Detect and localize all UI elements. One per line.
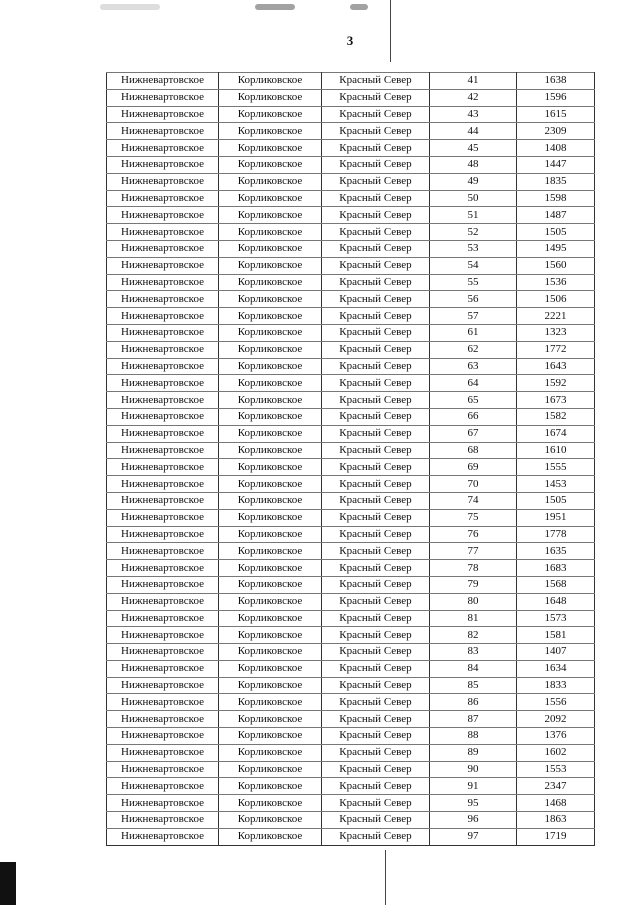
field-cell: Корликовское	[219, 123, 322, 140]
table-row	[107, 560, 595, 577]
table-row	[107, 207, 595, 224]
field-cell: Корликовское	[219, 610, 322, 627]
well-number-cell: 79	[430, 576, 517, 593]
value-cell: 1323	[517, 324, 595, 341]
scan-corner-mark	[0, 862, 16, 905]
value-cell: 1683	[517, 560, 595, 577]
deposit-cell: Нижневартовское	[107, 660, 219, 677]
well-number-cell: 85	[430, 677, 517, 694]
value-cell: 1495	[517, 240, 595, 257]
page-number: 3	[346, 33, 354, 48]
value-cell: 1635	[517, 543, 595, 560]
deposit-cell: Нижневартовское	[107, 778, 219, 795]
well-number-cell: 65	[430, 392, 517, 409]
area-cell: Красный Север	[322, 828, 430, 845]
well-number-cell: 43	[430, 106, 517, 123]
well-number-cell: 54	[430, 257, 517, 274]
well-number-cell: 74	[430, 492, 517, 509]
area-cell: Красный Север	[322, 224, 430, 241]
field-cell: Корликовское	[219, 375, 322, 392]
table-row	[107, 274, 595, 291]
deposit-cell: Нижневартовское	[107, 694, 219, 711]
field-cell: Корликовское	[219, 459, 322, 476]
table-row	[107, 123, 595, 140]
well-number-cell: 70	[430, 476, 517, 493]
value-cell: 1582	[517, 408, 595, 425]
field-cell: Корликовское	[219, 173, 322, 190]
area-cell: Красный Север	[322, 795, 430, 812]
well-number-cell: 42	[430, 89, 517, 106]
field-cell: Корликовское	[219, 560, 322, 577]
table-row	[107, 240, 595, 257]
value-cell: 1555	[517, 459, 595, 476]
deposit-cell: Нижневартовское	[107, 156, 219, 173]
value-cell: 1506	[517, 291, 595, 308]
table-row	[107, 795, 595, 812]
field-cell: Корликовское	[219, 425, 322, 442]
table-row	[107, 812, 595, 829]
deposit-cell: Нижневартовское	[107, 207, 219, 224]
field-cell: Корликовское	[219, 257, 322, 274]
value-cell: 1602	[517, 744, 595, 761]
table-row	[107, 694, 595, 711]
well-number-cell: 64	[430, 375, 517, 392]
field-cell: Корликовское	[219, 593, 322, 610]
well-number-cell: 68	[430, 442, 517, 459]
deposit-cell: Нижневартовское	[107, 812, 219, 829]
scan-artifact-top-2	[350, 4, 368, 10]
table-row	[107, 778, 595, 795]
area-cell: Красный Север	[322, 711, 430, 728]
area-cell: Красный Север	[322, 358, 430, 375]
area-cell: Красный Север	[322, 106, 430, 123]
value-cell: 1407	[517, 644, 595, 661]
value-cell: 1468	[517, 795, 595, 812]
table-row	[107, 140, 595, 157]
area-cell: Красный Север	[322, 392, 430, 409]
area-cell: Красный Север	[322, 744, 430, 761]
value-cell: 1560	[517, 257, 595, 274]
field-cell: Корликовское	[219, 778, 322, 795]
area-cell: Красный Север	[322, 476, 430, 493]
field-cell: Корликовское	[219, 274, 322, 291]
area-cell: Красный Север	[322, 89, 430, 106]
table-row	[107, 324, 595, 341]
value-cell: 1648	[517, 593, 595, 610]
area-cell: Красный Север	[322, 660, 430, 677]
area-cell: Красный Север	[322, 677, 430, 694]
table-row	[107, 593, 595, 610]
table-row	[107, 627, 595, 644]
field-cell: Корликовское	[219, 240, 322, 257]
table-row	[107, 610, 595, 627]
well-number-cell: 62	[430, 341, 517, 358]
scan-artifact-top-3	[100, 4, 160, 10]
well-number-cell: 78	[430, 560, 517, 577]
table-row	[107, 459, 595, 476]
deposit-cell: Нижневартовское	[107, 526, 219, 543]
value-cell: 1592	[517, 375, 595, 392]
deposit-cell: Нижневартовское	[107, 795, 219, 812]
deposit-cell: Нижневартовское	[107, 425, 219, 442]
well-number-cell: 80	[430, 593, 517, 610]
area-cell: Красный Север	[322, 408, 430, 425]
table-row	[107, 341, 595, 358]
value-cell: 1553	[517, 761, 595, 778]
deposit-cell: Нижневартовское	[107, 324, 219, 341]
deposit-cell: Нижневартовское	[107, 341, 219, 358]
area-cell: Красный Север	[322, 190, 430, 207]
value-cell: 1536	[517, 274, 595, 291]
field-cell: Корликовское	[219, 694, 322, 711]
deposit-cell: Нижневартовское	[107, 761, 219, 778]
deposit-cell: Нижневартовское	[107, 274, 219, 291]
area-cell: Красный Север	[322, 308, 430, 325]
field-cell: Корликовское	[219, 492, 322, 509]
field-cell: Корликовское	[219, 677, 322, 694]
well-number-cell: 76	[430, 526, 517, 543]
area-cell: Красный Север	[322, 593, 430, 610]
field-cell: Корликовское	[219, 73, 322, 90]
well-number-cell: 81	[430, 610, 517, 627]
value-cell: 1598	[517, 190, 595, 207]
deposit-cell: Нижневартовское	[107, 610, 219, 627]
deposit-cell: Нижневартовское	[107, 459, 219, 476]
field-cell: Корликовское	[219, 744, 322, 761]
well-number-cell: 49	[430, 173, 517, 190]
deposit-cell: Нижневартовское	[107, 291, 219, 308]
deposit-cell: Нижневартовское	[107, 392, 219, 409]
deposit-cell: Нижневартовское	[107, 375, 219, 392]
deposit-cell: Нижневартовское	[107, 140, 219, 157]
value-cell: 1505	[517, 224, 595, 241]
value-cell: 1772	[517, 341, 595, 358]
well-number-cell: 51	[430, 207, 517, 224]
value-cell: 2221	[517, 308, 595, 325]
value-cell: 1643	[517, 358, 595, 375]
area-cell: Красный Север	[322, 324, 430, 341]
deposit-cell: Нижневартовское	[107, 73, 219, 90]
table-row	[107, 156, 595, 173]
deposit-cell: Нижневартовское	[107, 408, 219, 425]
table-row	[107, 644, 595, 661]
value-cell: 1615	[517, 106, 595, 123]
area-cell: Красный Север	[322, 207, 430, 224]
well-number-cell: 77	[430, 543, 517, 560]
deposit-cell: Нижневартовское	[107, 442, 219, 459]
well-number-cell: 50	[430, 190, 517, 207]
value-cell: 1487	[517, 207, 595, 224]
area-cell: Красный Север	[322, 173, 430, 190]
well-number-cell: 45	[430, 140, 517, 157]
well-number-cell: 84	[430, 660, 517, 677]
deposit-cell: Нижневартовское	[107, 711, 219, 728]
field-cell: Корликовское	[219, 106, 322, 123]
deposit-cell: Нижневартовское	[107, 308, 219, 325]
field-cell: Корликовское	[219, 543, 322, 560]
table-row	[107, 543, 595, 560]
deposit-cell: Нижневартовское	[107, 627, 219, 644]
well-number-cell: 67	[430, 425, 517, 442]
table-row	[107, 224, 595, 241]
table-row	[107, 106, 595, 123]
value-cell: 1568	[517, 576, 595, 593]
well-number-cell: 57	[430, 308, 517, 325]
value-cell: 1610	[517, 442, 595, 459]
area-cell: Красный Север	[322, 627, 430, 644]
deposit-cell: Нижневартовское	[107, 677, 219, 694]
area-cell: Красный Север	[322, 560, 430, 577]
table-row	[107, 425, 595, 442]
table-row	[107, 526, 595, 543]
deposit-cell: Нижневартовское	[107, 744, 219, 761]
value-cell: 1719	[517, 828, 595, 845]
field-cell: Корликовское	[219, 442, 322, 459]
well-number-cell: 56	[430, 291, 517, 308]
deposit-cell: Нижневартовское	[107, 828, 219, 845]
field-cell: Корликовское	[219, 711, 322, 728]
value-cell: 1573	[517, 610, 595, 627]
well-number-cell: 63	[430, 358, 517, 375]
table-row	[107, 257, 595, 274]
area-cell: Красный Север	[322, 240, 430, 257]
deposit-cell: Нижневартовское	[107, 257, 219, 274]
area-cell: Красный Север	[322, 73, 430, 90]
area-cell: Красный Север	[322, 778, 430, 795]
well-number-cell: 48	[430, 156, 517, 173]
table-row	[107, 291, 595, 308]
well-number-cell: 83	[430, 644, 517, 661]
area-cell: Красный Север	[322, 543, 430, 560]
field-cell: Корликовское	[219, 644, 322, 661]
table-row	[107, 677, 595, 694]
field-cell: Корликовское	[219, 358, 322, 375]
well-number-cell: 41	[430, 73, 517, 90]
area-cell: Красный Север	[322, 459, 430, 476]
field-cell: Корликовское	[219, 828, 322, 845]
value-cell: 1581	[517, 627, 595, 644]
table-row	[107, 392, 595, 409]
table-row	[107, 73, 595, 90]
value-cell: 1505	[517, 492, 595, 509]
table-row	[107, 442, 595, 459]
data-table	[106, 72, 595, 846]
deposit-cell: Нижневартовское	[107, 173, 219, 190]
area-cell: Красный Север	[322, 492, 430, 509]
well-number-cell: 61	[430, 324, 517, 341]
value-cell: 2347	[517, 778, 595, 795]
deposit-cell: Нижневартовское	[107, 476, 219, 493]
area-cell: Красный Север	[322, 694, 430, 711]
deposit-cell: Нижневартовское	[107, 106, 219, 123]
area-cell: Красный Север	[322, 728, 430, 745]
well-number-cell: 90	[430, 761, 517, 778]
area-cell: Красный Север	[322, 644, 430, 661]
deposit-cell: Нижневартовское	[107, 89, 219, 106]
field-cell: Корликовское	[219, 476, 322, 493]
well-number-cell: 89	[430, 744, 517, 761]
well-number-cell: 52	[430, 224, 517, 241]
value-cell: 1556	[517, 694, 595, 711]
area-cell: Красный Север	[322, 274, 430, 291]
well-number-cell: 97	[430, 828, 517, 845]
well-number-cell: 75	[430, 509, 517, 526]
table-row	[107, 728, 595, 745]
divider-line-top	[390, 0, 391, 62]
value-cell: 1833	[517, 677, 595, 694]
area-cell: Красный Север	[322, 442, 430, 459]
field-cell: Корликовское	[219, 660, 322, 677]
area-cell: Красный Север	[322, 257, 430, 274]
field-cell: Корликовское	[219, 207, 322, 224]
value-cell: 1835	[517, 173, 595, 190]
area-cell: Красный Север	[322, 526, 430, 543]
well-number-cell: 87	[430, 711, 517, 728]
table-row	[107, 492, 595, 509]
well-number-cell: 95	[430, 795, 517, 812]
well-number-cell: 96	[430, 812, 517, 829]
table-body	[107, 73, 595, 846]
value-cell: 2309	[517, 123, 595, 140]
field-cell: Корликовское	[219, 812, 322, 829]
field-cell: Корликовское	[219, 190, 322, 207]
value-cell: 1408	[517, 140, 595, 157]
deposit-cell: Нижневартовское	[107, 593, 219, 610]
area-cell: Красный Север	[322, 156, 430, 173]
well-number-cell: 86	[430, 694, 517, 711]
table-row	[107, 375, 595, 392]
deposit-cell: Нижневартовское	[107, 240, 219, 257]
table-row	[107, 761, 595, 778]
field-cell: Корликовское	[219, 224, 322, 241]
table-row	[107, 476, 595, 493]
area-cell: Красный Север	[322, 375, 430, 392]
table-row	[107, 358, 595, 375]
value-cell: 1638	[517, 73, 595, 90]
divider-line-bottom	[385, 850, 386, 905]
field-cell: Корликовское	[219, 509, 322, 526]
field-cell: Корликовское	[219, 576, 322, 593]
field-cell: Корликовское	[219, 89, 322, 106]
deposit-cell: Нижневартовское	[107, 123, 219, 140]
well-number-cell: 82	[430, 627, 517, 644]
value-cell: 1863	[517, 812, 595, 829]
field-cell: Корликовское	[219, 795, 322, 812]
field-cell: Корликовское	[219, 156, 322, 173]
area-cell: Красный Север	[322, 140, 430, 157]
area-cell: Красный Север	[322, 425, 430, 442]
area-cell: Красный Север	[322, 761, 430, 778]
value-cell: 1674	[517, 425, 595, 442]
deposit-cell: Нижневартовское	[107, 224, 219, 241]
table-row	[107, 190, 595, 207]
deposit-cell: Нижневартовское	[107, 492, 219, 509]
deposit-cell: Нижневартовское	[107, 543, 219, 560]
deposit-cell: Нижневартовское	[107, 644, 219, 661]
table-row	[107, 509, 595, 526]
table-row	[107, 408, 595, 425]
table-row	[107, 660, 595, 677]
well-number-cell: 53	[430, 240, 517, 257]
value-cell: 1778	[517, 526, 595, 543]
value-cell: 1376	[517, 728, 595, 745]
value-cell: 2092	[517, 711, 595, 728]
value-cell: 1673	[517, 392, 595, 409]
table-row	[107, 711, 595, 728]
field-cell: Корликовское	[219, 291, 322, 308]
table-row	[107, 89, 595, 106]
deposit-cell: Нижневартовское	[107, 358, 219, 375]
well-number-cell: 44	[430, 123, 517, 140]
table-row	[107, 173, 595, 190]
value-cell: 1951	[517, 509, 595, 526]
deposit-cell: Нижневартовское	[107, 576, 219, 593]
value-cell: 1634	[517, 660, 595, 677]
value-cell: 1447	[517, 156, 595, 173]
area-cell: Красный Север	[322, 291, 430, 308]
field-cell: Корликовское	[219, 408, 322, 425]
area-cell: Красный Север	[322, 123, 430, 140]
deposit-cell: Нижневартовское	[107, 560, 219, 577]
field-cell: Корликовское	[219, 140, 322, 157]
area-cell: Красный Север	[322, 812, 430, 829]
field-cell: Корликовское	[219, 308, 322, 325]
field-cell: Корликовское	[219, 627, 322, 644]
table-row	[107, 308, 595, 325]
field-cell: Корликовское	[219, 324, 322, 341]
deposit-cell: Нижневартовское	[107, 190, 219, 207]
well-number-cell: 55	[430, 274, 517, 291]
table-row	[107, 828, 595, 845]
area-cell: Красный Север	[322, 576, 430, 593]
table-row	[107, 744, 595, 761]
scan-artifact-top-1	[255, 4, 295, 10]
field-cell: Корликовское	[219, 526, 322, 543]
area-cell: Красный Север	[322, 610, 430, 627]
area-cell: Красный Север	[322, 341, 430, 358]
field-cell: Корликовское	[219, 392, 322, 409]
well-number-cell: 69	[430, 459, 517, 476]
well-number-cell: 88	[430, 728, 517, 745]
well-number-cell: 91	[430, 778, 517, 795]
area-cell: Красный Север	[322, 509, 430, 526]
well-number-cell: 66	[430, 408, 517, 425]
field-cell: Корликовское	[219, 341, 322, 358]
value-cell: 1596	[517, 89, 595, 106]
deposit-cell: Нижневартовское	[107, 509, 219, 526]
deposit-cell: Нижневартовское	[107, 728, 219, 745]
field-cell: Корликовское	[219, 761, 322, 778]
table-row	[107, 576, 595, 593]
value-cell: 1453	[517, 476, 595, 493]
field-cell: Корликовское	[219, 728, 322, 745]
